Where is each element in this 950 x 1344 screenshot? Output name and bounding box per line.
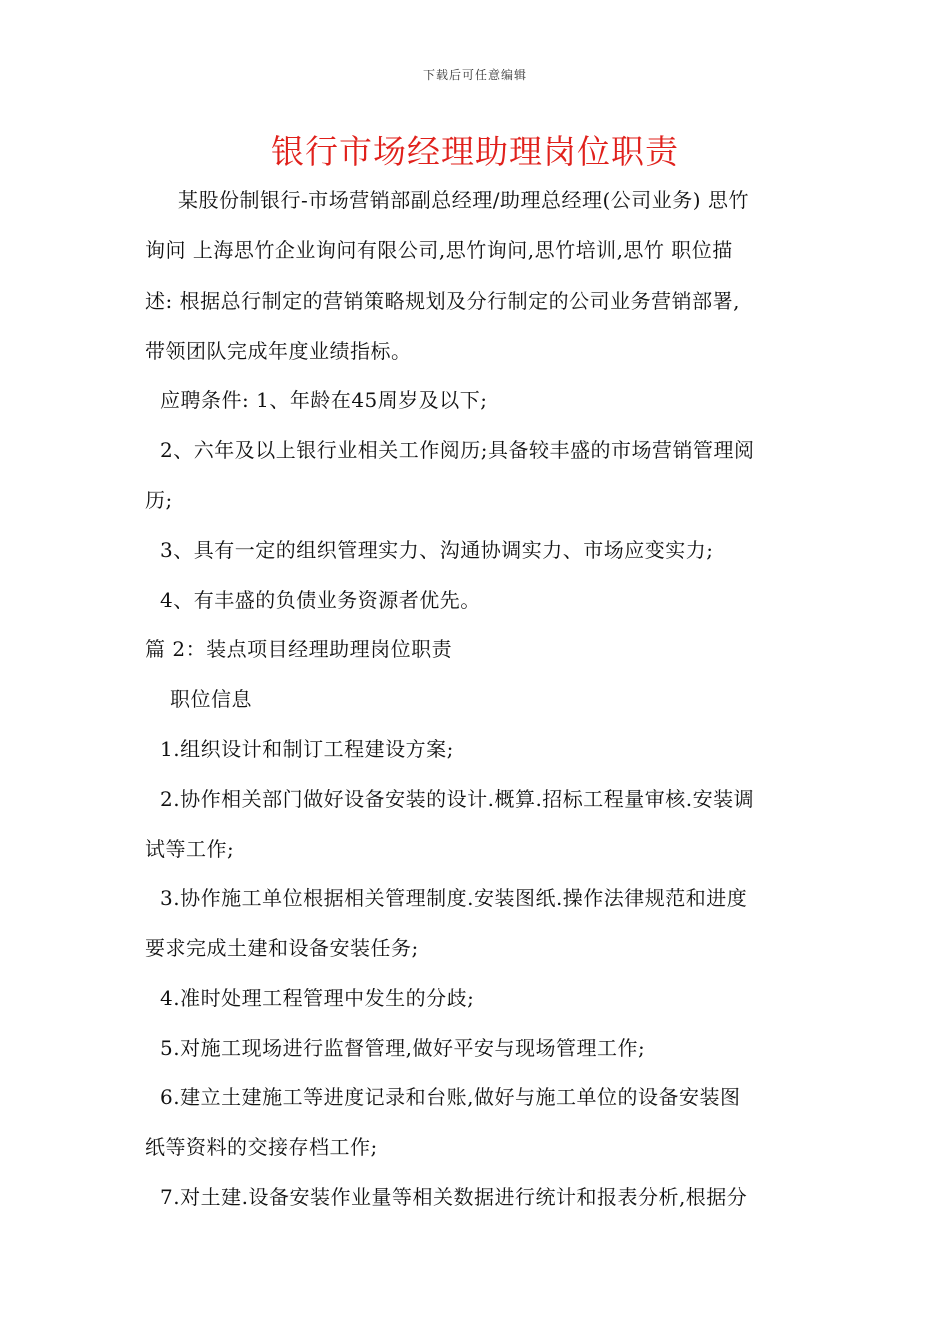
body-line: 询问 上海思竹企业询问有限公司,思竹询问,思竹培训,思竹 职位描 [145, 238, 733, 262]
body-line: 要求完成土建和设备安装任务; [145, 936, 419, 960]
subheading: 职位信息 [170, 687, 252, 711]
body-line: 5.对施工现场进行监督管理,做好平安与现场管理工作; [160, 1036, 646, 1060]
body-line: 述: 根据总行制定的营销策略规划及分行制定的公司业务营销部署, [145, 289, 740, 313]
body-line: 3、具有一定的组织管理实力、沟通协调实力、市场应变实力; [160, 538, 714, 562]
body-line: 应聘条件: 1、年龄在45周岁及以下; [160, 388, 488, 412]
body-line: 4、有丰盛的负债业务资源者优先。 [160, 588, 481, 612]
section-heading: 篇 2：装点项目经理助理岗位职责 [145, 637, 453, 661]
body-line: 试等工作; [145, 837, 235, 861]
document-title: 银行市场经理助理岗位职责 [271, 132, 679, 171]
body-line: 1.组织设计和制订工程建设方案; [160, 737, 454, 761]
body-line: 7.对土建.设备安装作业量等相关数据进行统计和报表分析,根据分 [160, 1185, 748, 1209]
body-line: 带领团队完成年度业绩指标。 [145, 339, 412, 363]
body-line: 纸等资料的交接存档工作; [145, 1135, 378, 1159]
body-line: 历; [145, 488, 173, 512]
body-line: 2、六年及以上银行业相关工作阅历;具备较丰盛的市场营销管理阅 [160, 438, 755, 462]
body-line: 6.建立土建施工等进度记录和台账,做好与施工单位的设备安装图 [160, 1085, 741, 1109]
body-line: 某股份制银行-市场营销部副总经理/助理总经理(公司业务) 思竹 [178, 188, 749, 212]
body-line: 4.准时处理工程管理中发生的分歧; [160, 986, 475, 1010]
body-line: 3.协作施工单位根据相关管理制度.安装图纸.操作法律规范和进度 [160, 886, 748, 910]
header-note: 下载后可任意编辑 [422, 68, 527, 82]
body-line: 2.协作相关部门做好设备安装的设计.概算.招标工程量审核.安装调 [160, 787, 755, 811]
